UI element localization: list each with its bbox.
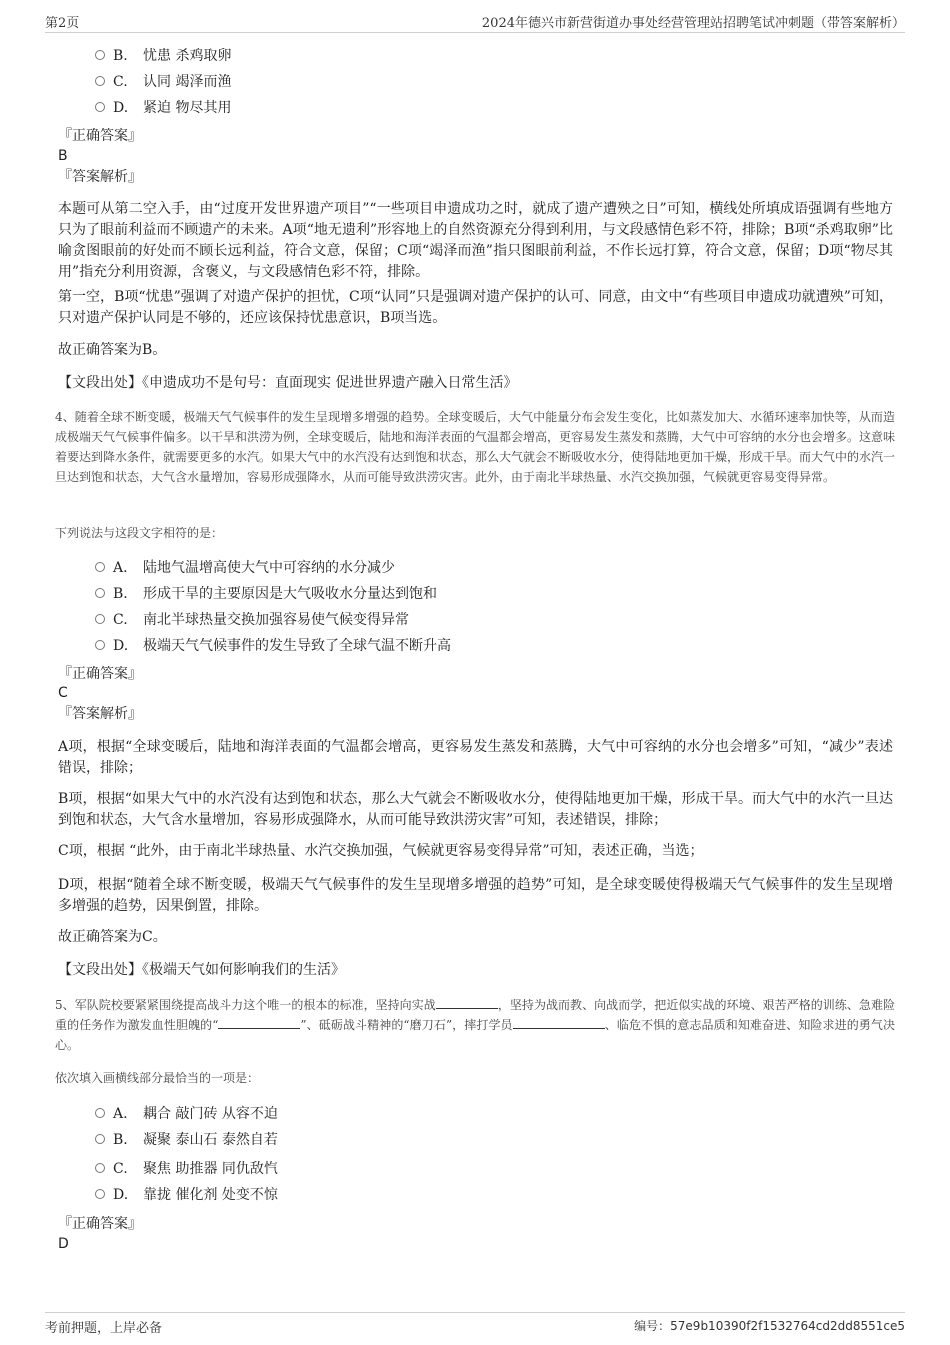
- page-footer: [45, 1312, 905, 1339]
- q3-option-b[interactable]: B. 忧患 杀鸡取卵: [95, 46, 231, 66]
- fill-blank-1: [436, 996, 498, 1009]
- radio-icon[interactable]: [95, 562, 105, 572]
- footer-slogan: 考前押题，上岸必备: [45, 1321, 163, 1336]
- q3-option-d[interactable]: D. 紧迫 物尽其用: [95, 98, 231, 118]
- radio-icon[interactable]: [95, 1163, 105, 1173]
- q4-answer-label: 『正确答案』: [58, 666, 142, 682]
- q4-prompt: 下列说法与这段文字相符的是：: [55, 526, 224, 540]
- radio-icon[interactable]: [95, 76, 105, 86]
- q5-option-a[interactable]: A. 耦合 敲门砖 从容不迫: [95, 1104, 278, 1124]
- q3-option-c[interactable]: C. 认同 竭泽而渔: [95, 72, 231, 92]
- q4-analysis-paragraph: C项，根据 “此外，由于南北半球热量、水汽交换加强，气候就更容易变得异常”可知，表述正确，当选；: [58, 843, 704, 859]
- q3-analysis-label: 『答案解析』: [58, 169, 142, 185]
- q5-answer: D: [58, 1236, 69, 1252]
- radio-icon[interactable]: [95, 1134, 105, 1144]
- fill-blank-3: [513, 1016, 605, 1029]
- document-code: 编号：57e9b10390f2f1532764cd2dd8551ce5: [634, 1319, 905, 1333]
- q3-analysis-conclusion: 故正确答案为B。: [58, 342, 167, 358]
- radio-icon[interactable]: [95, 614, 105, 624]
- q4-option-a[interactable]: A. 陆地气温增高使大气中可容纳的水分减少: [95, 558, 395, 578]
- radio-icon[interactable]: [95, 1189, 105, 1199]
- q5-prompt: 依次填入画横线部分最恰当的一项是：: [55, 1071, 260, 1085]
- q5-option-d[interactable]: D. 靠拢 催化剂 处变不惊: [95, 1185, 278, 1205]
- q5-answer-label: 『正确答案』: [58, 1216, 142, 1232]
- q3-answer-label: 『正确答案』: [58, 128, 142, 144]
- radio-icon[interactable]: [95, 50, 105, 60]
- page-number: 第2页: [45, 16, 80, 31]
- q4-answer: C: [58, 685, 68, 701]
- q4-analysis-paragraph: B项，根据“如果大气中的水汽没有达到饱和状态，那么大气就会不断吸收水分，使得陆地更加干燥，形成干旱。而大气中的水汽一旦达到饱和状态，大气含水量增加，容易形成强降水，从而可能导致洪涝灾害”可知，表述错误，排除；: [58, 791, 893, 828]
- q4-analysis-label: 『答案解析』: [58, 706, 142, 722]
- q5-option-c[interactable]: C. 聚焦 助推器 同仇敌忾: [95, 1159, 278, 1179]
- q5-passage: 5、军队院校要紧紧围绕提高战斗力这个唯一的根本的标准，坚持向实战 ，坚持为战而教、向战而学，把近似实战的环境、艰苦严格的训练、急难险重的任务作为激发血性胆魄的“ ”、砥砺战斗精神的“磨刀石”，摔打学员 、临危不惧的意志品质和知难奋进、知险求进的勇气决心。: [55, 998, 896, 1052]
- q4-analysis-paragraph: A项，根据“全球变暖后，陆地和海洋表面的气温都会增高，更容易发生蒸发和蒸腾，大气中可容纳的水分也会增多”可知，“减少”表述错误，排除；: [58, 739, 893, 776]
- radio-icon[interactable]: [95, 102, 105, 112]
- q3-analysis-paragraph: 本题可从第二空入手，由“过度开发世界遗产项目”“一些项目申遗成功之时，就成了遗产遭殃之日”可知，横线处所填成语强调有些地方只为了眼前利益而不顾遗产的未来。A项“地无遗利”形容地上的自然资源充分得到利用，与文段感情色彩不符，排除；B项“杀鸡取卵”比喻贪图眼前的好处而不顾长远利益，符合文意，保留；C项“竭泽而渔”指只图眼前利益，不作长远打算，符合文意，保留；D项“物尽其用”指充分利用资源，含褒义，与文段感情色彩不符，排除。: [58, 201, 893, 280]
- q4-option-c[interactable]: C. 南北半球热量交换加强容易使气候变得异常: [95, 610, 409, 630]
- q3-analysis-paragraph: 第一空，B项“忧患”强调了对遗产保护的担忧，C项“认同”只是强调对遗产保护的认可、同意，由文中“有些项目申遗成功就遭殃”可知，只对遗产保护认同是不够的，还应该保持忧患意识，B项当选。: [58, 289, 893, 326]
- q3-answer: B: [58, 148, 68, 164]
- q4-option-d[interactable]: D. 极端天气气候事件的发生导致了全球气温不断升高: [95, 636, 451, 656]
- q4-passage: 4、随着全球不断变暖，极端天气气候事件的发生呈现增多增强的趋势。全球变暖后，大气中能量分布会发生变化，比如蒸发加大、水循环速率加快等，从而造成极端天气气候事件偏多。以干旱和洪涝为例，全球变暖后，陆地和海洋表面的气温都会增高，更容易发生蒸发和蒸腾，大气中可容纳的水分也会增多。这意味着要达到降水条件，就需要更多的水汽。如果大气中的水汽没有达到饱和状态，那么大气就会不断吸收水分，使得陆地更加干燥，形成干旱。而大气中的水汽一旦达到饱和状态，大气含水量增加，容易形成强降水，从而可能导致洪涝灾害。此外，由于南北半球热量、水汽交换加强，气候就更容易变得异常。: [55, 410, 896, 484]
- radio-icon[interactable]: [95, 588, 105, 598]
- q4-option-b[interactable]: B. 形成干旱的主要原因是大气吸收水分量达到饱和: [95, 584, 437, 604]
- q5-option-b[interactable]: B. 凝聚 泰山石 泰然自若: [95, 1130, 278, 1150]
- radio-icon[interactable]: [95, 640, 105, 650]
- page-header: [45, 12, 905, 33]
- radio-icon[interactable]: [95, 1108, 105, 1118]
- q4-source: 【文段出处】《极端天气如何影响我们的生活》: [58, 962, 345, 978]
- q3-source: 【文段出处】《申遗成功不是句号：直面现实 促进世界遗产融入日常生活》: [58, 375, 518, 391]
- q4-analysis-paragraph: D项，根据“随着全球不断变暖，极端天气气候事件的发生呈现增多增强的趋势”可知，是全球变暖使得极端天气气候事件的发生呈现增多增强的趋势，因果倒置，排除。: [58, 877, 893, 914]
- q4-analysis-conclusion: 故正确答案为C。: [58, 929, 167, 945]
- document-title: 2024年德兴市新营街道办事处经营管理站招聘笔试冲刺题（带答案解析）: [481, 16, 905, 31]
- fill-blank-2: [218, 1016, 300, 1029]
